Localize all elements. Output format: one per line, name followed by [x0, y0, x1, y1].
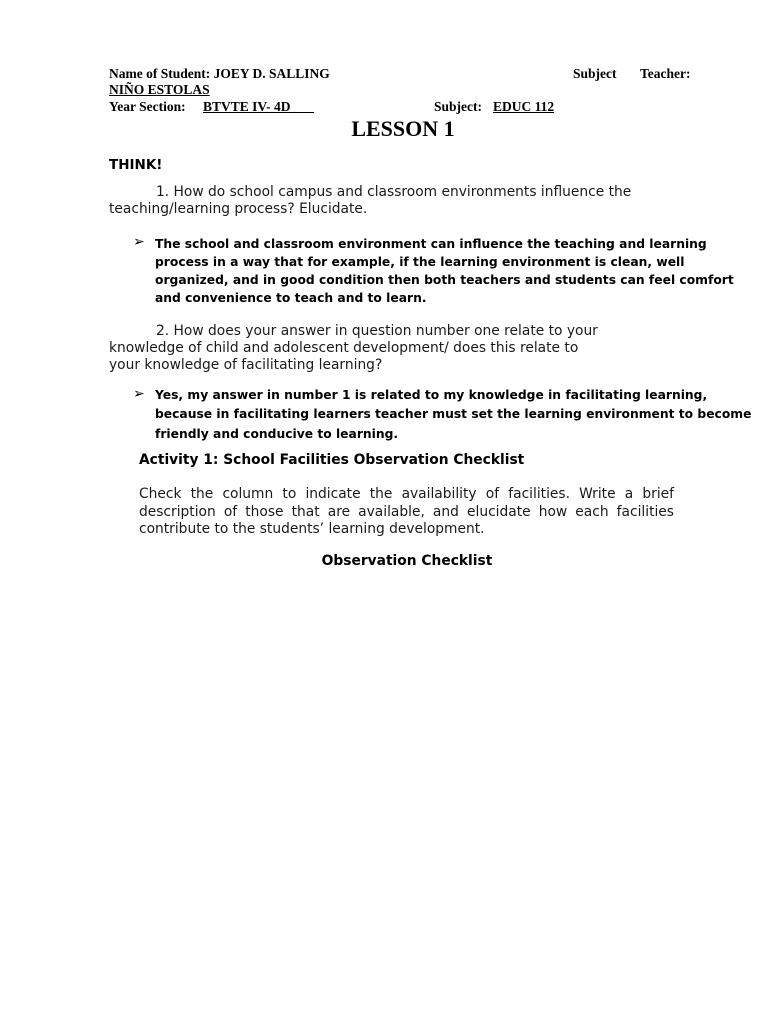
- activity-title: Activity 1: School Facilities Observation Checklist: [139, 452, 525, 468]
- lesson-title: LESSON 1: [351, 116, 455, 141]
- answer-2-line-1: Yes, my answer in number 1 is related to my knowledge in facilitating learning,: [155, 388, 708, 402]
- answer-1-line-3: organized, and in good condition then both teachers and students can feel comfort: [155, 273, 734, 287]
- checklist-title: Observation Checklist: [321, 553, 493, 569]
- bullet-arrow-icon: ➢: [133, 234, 145, 250]
- student-name-label: Name of Student:: [109, 66, 211, 81]
- answer-1-line-2: process in a way that for example, if the learning environment is clean, well: [155, 255, 685, 269]
- subject-value: EDUC 112: [493, 99, 555, 114]
- activity-instructions: Check the column to indicate the availability of facilities. Write a brief description of those that are available, and elucidate how each facilities contribute to the students’ learning development.: [139, 486, 674, 537]
- subject-label-top: Subject: [573, 66, 617, 81]
- student-name-line: [109, 66, 330, 82]
- think-heading: THINK!: [109, 157, 163, 173]
- subject-label: Subject:: [434, 99, 482, 114]
- question-2-line-1: 2. How does your answer in question number one relate to your: [156, 323, 598, 339]
- answer-2-line-3: friendly and conducive to learning.: [155, 427, 399, 441]
- year-section-label: Year Section:: [109, 99, 186, 114]
- teacher-label: Teacher:: [640, 66, 691, 81]
- answer-1-line-1: The school and classroom environment can influence the teaching and learning: [155, 237, 707, 251]
- year-section-value: BTVTE IV- 4D: [203, 99, 291, 114]
- teacher-name: NIÑO ESTOLAS: [109, 82, 210, 97]
- question-2-line-3: your knowledge of facilitating learning?: [109, 357, 383, 373]
- answer-1-line-4: and convenience to teach and to learn.: [155, 291, 427, 305]
- student-name-value: JOEY D. SALLING: [213, 66, 330, 81]
- question-1-line-2: teaching/learning process? Elucidate.: [109, 201, 368, 217]
- bullet-arrow-icon: ➢: [133, 386, 145, 402]
- answer-2-line-2: because in facilitating learners teacher must set the learning environment to become: [155, 407, 752, 421]
- question-1-line-1: 1. How do school campus and classroom environments influence the: [156, 184, 632, 200]
- question-2-line-2: knowledge of child and adolescent development/ does this relate to: [109, 340, 579, 356]
